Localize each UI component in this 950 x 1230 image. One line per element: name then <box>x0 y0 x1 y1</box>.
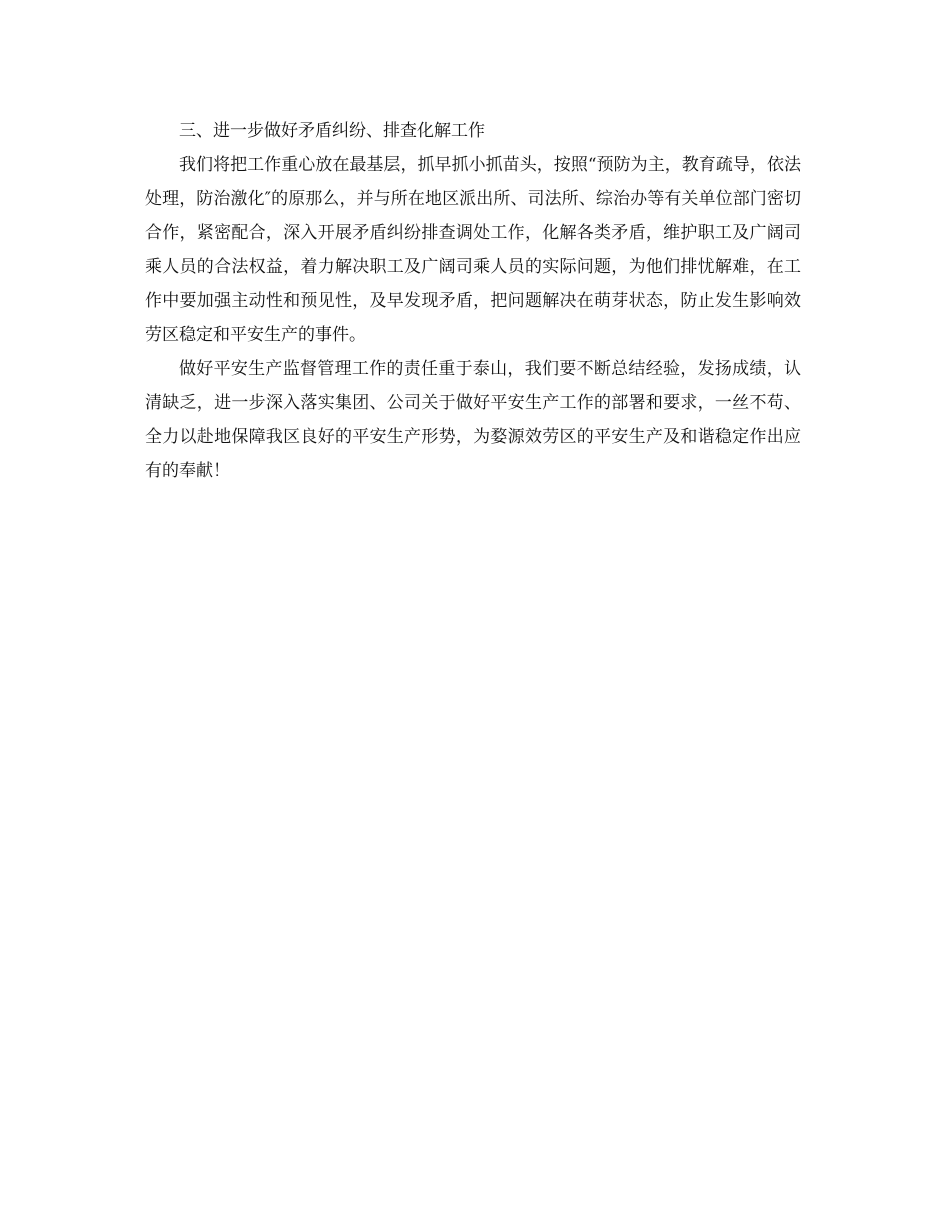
document-body <box>145 114 801 488</box>
body-paragraph-1: 我们将把工作重心放在最基层，抓早抓小抓苗头，按照“预防为主，教育疏导，依法处理，防治激化″的原那么，并与所在地区派出所、司法所、综治办等有关单位部门密切合作，紧密配合，深入开展矛盾纠纷排查调处工作，化解各类矛盾，维护职工及广阔司乘人员的合法权益，着力解决职工及广阔司乘人员的实际问题，为他们排忧解难，在工作中要加强主动性和预见性，及早发现矛盾，把问题解决在萌芽状态，防止发生影响效劳区稳定和平安生产的事件。 <box>145 155 801 345</box>
section-heading: 三、进一步做好矛盾纠纷、排查化解工作 <box>179 121 485 141</box>
body-paragraph-2: 做好平安生产监督管理工作的责任重于泰山，我们要不断总结经验，发扬成绩，认清缺乏，进一步深入落实集团、公司关于做好平安生产工作的部署和要求，一丝不苟、全力以赴地保障我区良好的平安生产形势，为婺源效劳区的平安生产及和谐稳定作出应有的奉献！ <box>145 359 801 481</box>
